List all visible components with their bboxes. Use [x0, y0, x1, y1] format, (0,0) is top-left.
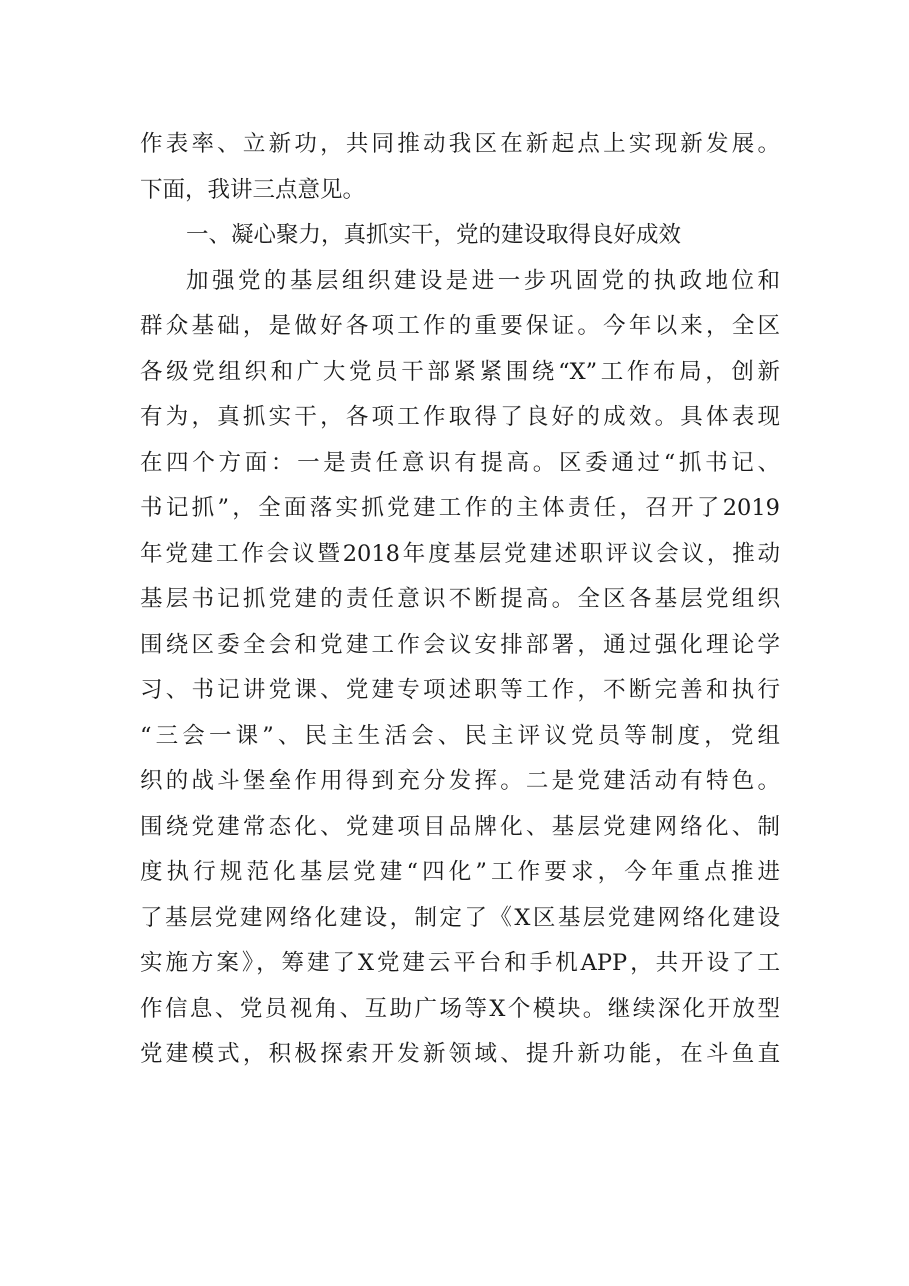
text-line: 年党建工作会议暨2018年度基层党建述职评议会议，推动 — [140, 540, 780, 567]
text-line: 党建模式，积极探索开发新领域、提升新功能，在斗鱼直 — [140, 1041, 780, 1067]
text-line: 围绕区委全会和党建工作会议安排部署，通过强化理论学 — [140, 631, 780, 658]
text-line: 加强党的基层组织建设是进一步巩固党的执政地位和 — [186, 267, 780, 294]
text-line: 度执行规范化基层党建“四化”工作要求，今年重点推进 — [140, 859, 780, 885]
text-line: 了基层党建网络化建设，制定了《X区基层党建网络化建设 — [140, 904, 780, 931]
text-line: 围绕党建常态化、党建项目品牌化、基层党建网络化、制 — [140, 813, 780, 840]
text-line: 各级党组织和广大党员干部紧紧围绕“X”工作布局，创新 — [140, 358, 780, 385]
text-line: 有为，真抓实干，各项工作取得了良好的成效。具体表现 — [140, 404, 780, 430]
text-line: 织的战斗堡垒作用得到充分发挥。二是党建活动有特色。 — [140, 768, 780, 794]
text-line: 基层书记抓党建的责任意识不断提高。全区各基层党组织 — [140, 586, 780, 612]
text-line: “三会一课”、民主生活会、民主评议党员等制度，党组 — [140, 722, 780, 749]
text-line: 作信息、党员视角、互助广场等X个模块。继续深化开放型 — [140, 995, 780, 1022]
document-body — [140, 122, 780, 1078]
text-line: 书记抓”，全面落实抓党建工作的主体责任，召开了2019 — [140, 495, 780, 521]
text-line: 群众基础，是做好各项工作的重要保证。今年以来，全区 — [140, 313, 780, 339]
text-line: 实施方案》，筹建了X党建云平台和手机APP，共开设了工 — [140, 950, 780, 976]
text-line: 在四个方面：一是责任意识有提高。区委通过“抓书记、 — [140, 449, 780, 476]
text-line: 下面，我讲三点意见。 — [140, 176, 366, 203]
text-line: 习、书记讲党课、党建专项述职等工作，不断完善和执行 — [140, 677, 780, 703]
section-heading: 一、凝心聚力，真抓实干，党的建设取得良好成效 — [186, 222, 682, 248]
text-line: 作表率、立新功，共同推动我区在新起点上实现新发展。 — [140, 131, 780, 157]
